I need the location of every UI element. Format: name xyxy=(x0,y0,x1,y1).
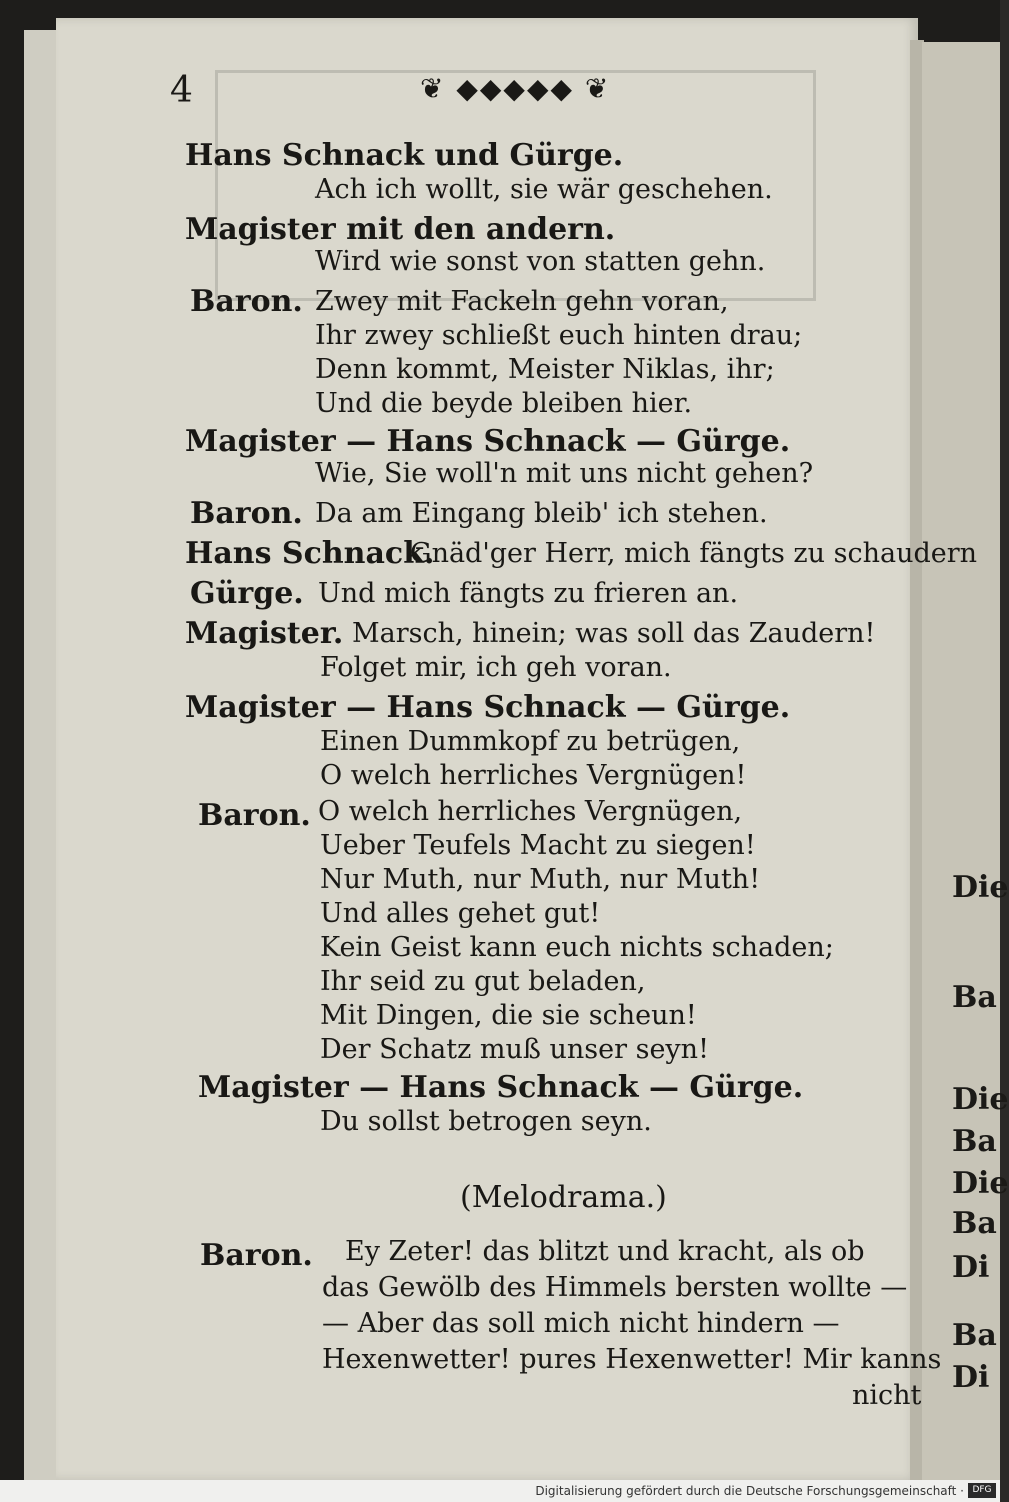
verse-line: Wie, Sie woll'n mit uns nicht gehen? xyxy=(315,458,814,489)
verse-line: Der Schatz muß unser seyn! xyxy=(320,1034,709,1065)
facing-page-fragment: Ba xyxy=(952,1206,997,1241)
verse-line: O welch herrliches Vergnügen! xyxy=(320,760,747,791)
verse-line: Und alles gehet gut! xyxy=(320,898,601,929)
facing-page-fragment: Die xyxy=(952,1082,1009,1117)
verse-line: Wird wie sonst von statten gehn. xyxy=(315,246,766,277)
prose-line: Ey Zeter! das blitzt und kracht, als ob xyxy=(345,1236,865,1267)
verse-line: Da am Eingang bleib' ich stehen. xyxy=(315,498,768,529)
speaker-label: Baron. xyxy=(190,496,303,531)
verse-line: Folget mir, ich geh voran. xyxy=(320,652,672,683)
speaker-label: Magister. xyxy=(185,616,344,651)
facing-page-fragment: Ba xyxy=(952,1318,997,1353)
facing-page-fragment: Di xyxy=(952,1360,990,1395)
facing-page xyxy=(922,42,1009,1480)
verse-line: Du sollst betrogen seyn. xyxy=(320,1106,652,1137)
speaker-label: Gürge. xyxy=(190,576,304,611)
verse-line: Ihr zwey schließt euch hinten drau; xyxy=(315,320,803,351)
facing-page-fragment: Ba xyxy=(952,1124,997,1159)
verse-line: Ueber Teufels Macht zu siegen! xyxy=(320,830,756,861)
prose-line: das Gewölb des Himmels bersten wollte — xyxy=(322,1272,908,1303)
dfg-logo: DFG xyxy=(968,1483,996,1498)
verse-line: Zwey mit Fackeln gehn voran, xyxy=(315,286,729,317)
speaker-heading: Magister mit den andern. xyxy=(185,212,616,247)
verse-line: Und die beyde bleiben hier. xyxy=(315,388,693,419)
speaker-heading: Magister — Hans Schnack — Gürge. xyxy=(198,1070,804,1105)
verse-line: Ihr seid zu gut beladen, xyxy=(320,966,646,997)
facing-page-fragment: Ba xyxy=(952,980,997,1015)
facing-page-fragment: Di xyxy=(952,1250,990,1285)
stage-direction: (Melodrama.) xyxy=(460,1180,667,1215)
page-number: 4 xyxy=(170,70,193,111)
verse-line: Und mich fängts zu frieren an. xyxy=(318,578,739,609)
prose-line: Hexenwetter! pures Hexenwetter! Mir kanns xyxy=(322,1344,942,1375)
speaker-label: Baron. xyxy=(190,284,303,319)
facing-page-fragment: Die xyxy=(952,1166,1009,1201)
prose-line: nicht xyxy=(852,1380,922,1411)
speaker-label: Baron. xyxy=(200,1238,313,1273)
verse-line: Kein Geist kann euch nichts schaden; xyxy=(320,932,834,963)
verse-line: Mit Dingen, die sie scheun! xyxy=(320,1000,697,1031)
speaker-heading: Magister — Hans Schnack — Gürge. xyxy=(185,424,791,459)
verse-line: Marsch, hinein; was soll das Zaudern! xyxy=(352,618,876,649)
funding-notice: Digitalisierung gefördert durch die Deutsche Forschungsgemeinschaft · xyxy=(535,1484,964,1498)
speaker-heading: Hans Schnack und Gürge. xyxy=(185,138,624,173)
header-ornament: ❦ ◆◆◆◆◆ ❦ xyxy=(420,72,611,105)
footer-bar xyxy=(0,1480,1000,1502)
speaker-label: Hans Schnack. xyxy=(185,536,435,571)
speaker-heading: Magister — Hans Schnack — Gürge. xyxy=(185,690,791,725)
verse-line: Denn kommt, Meister Niklas, ihr; xyxy=(315,354,775,385)
prose-line: — Aber das soll mich nicht hindern — xyxy=(322,1308,840,1339)
verse-line: Gnäd'ger Herr, mich fängts zu schaudern xyxy=(410,538,978,569)
verse-line: O welch herrliches Vergnügen, xyxy=(318,796,743,827)
verse-line: Nur Muth, nur Muth, nur Muth! xyxy=(320,864,761,895)
verse-line: Einen Dummkopf zu betrügen, xyxy=(320,726,741,757)
facing-page-fragment: Die xyxy=(952,870,1009,905)
speaker-label: Baron. xyxy=(198,798,311,833)
verse-line: Ach ich wollt, sie wär geschehen. xyxy=(315,174,773,205)
